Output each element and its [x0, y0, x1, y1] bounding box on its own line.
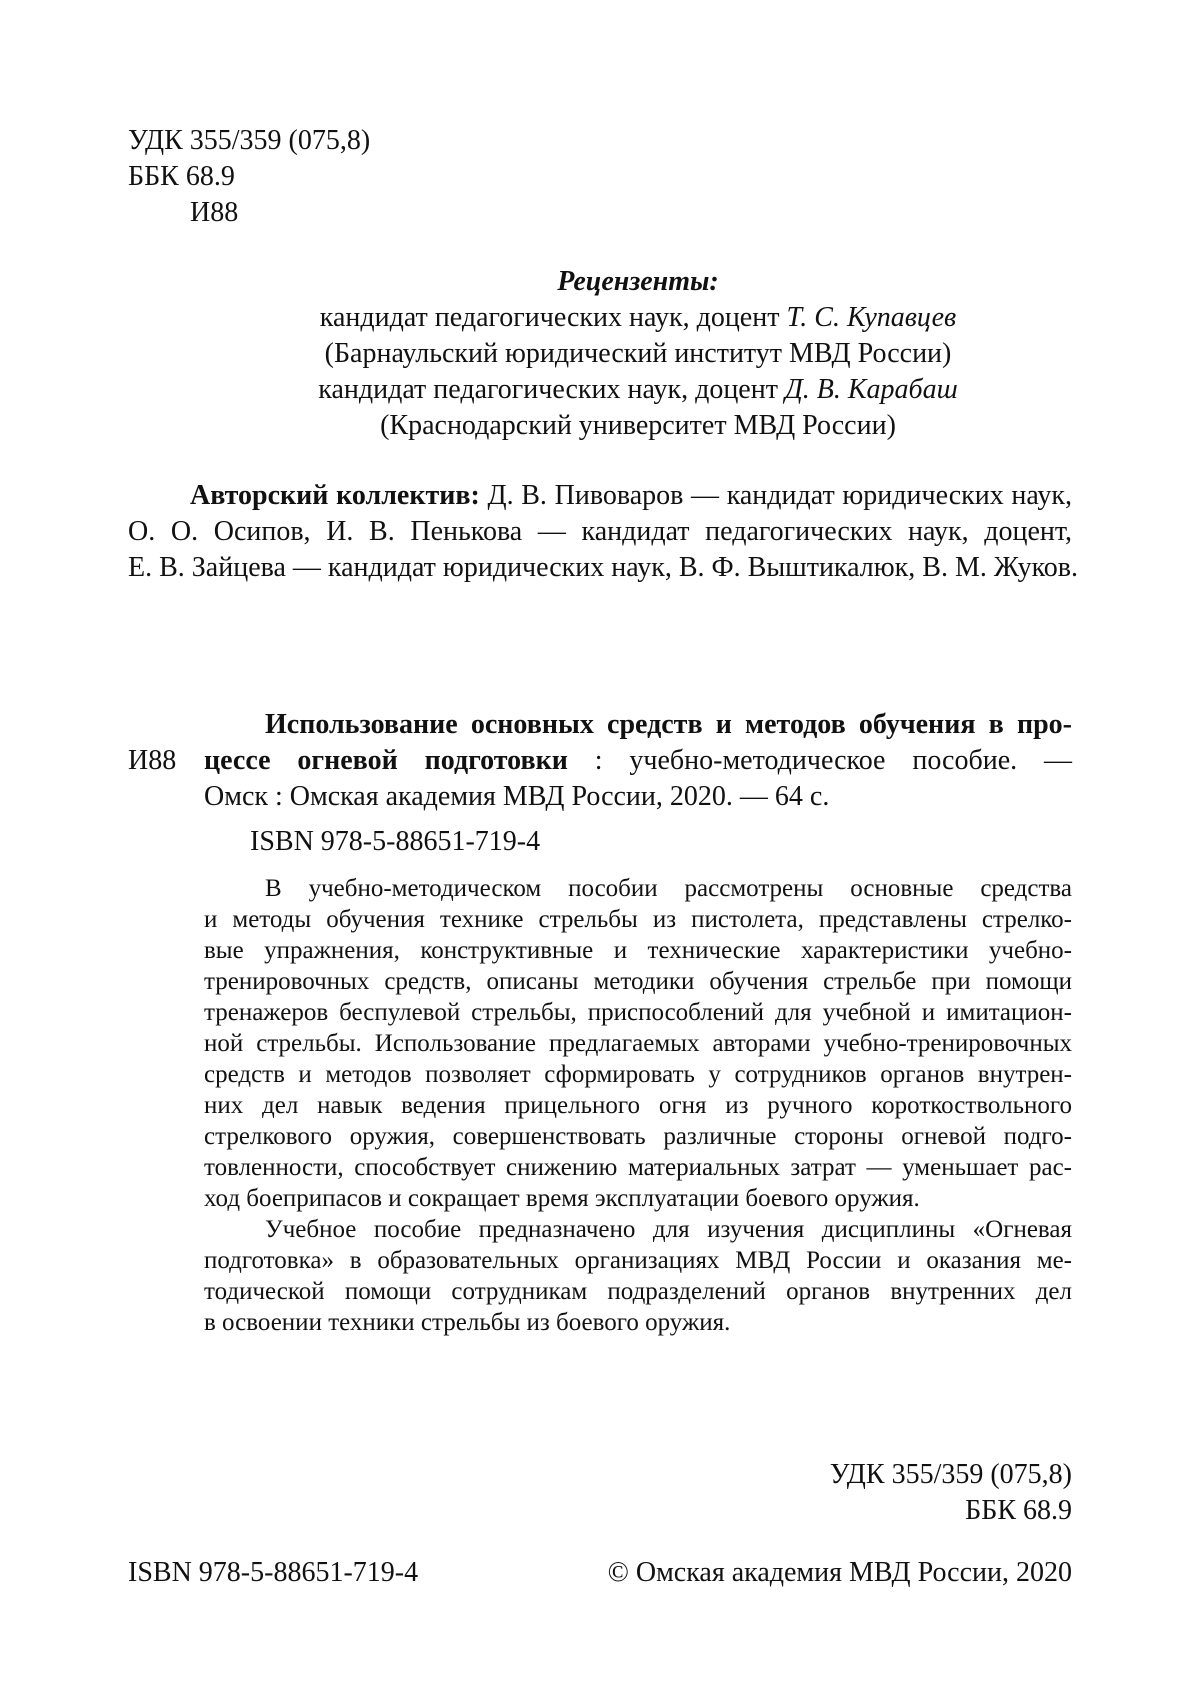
- copyright: © Омская академия МВД России, 2020: [607, 1557, 1072, 1588]
- annotation-line: ход боеприпасов и сокращает время эксплуатации боевого оружия.: [204, 1185, 920, 1212]
- reviewer-1-name: Т. С. Купавцев: [786, 302, 957, 333]
- annotation-line: подготовка» в образовательных организациях МВД России и оказания ме-: [204, 1247, 1072, 1274]
- bbk-code: ББК 68.9: [128, 161, 235, 192]
- authors-line-2: О. О. Осипов, И. В. Пенькова — кандидат педагогических наук, доцент,: [128, 516, 1072, 547]
- book-title-end: цессе огневой подготовки: [204, 745, 568, 776]
- annotation-line: них дел навык ведения прицельного огня из ручного короткоствольного: [204, 1092, 1072, 1119]
- udk-code: УДК 355/359 (075,8): [128, 125, 371, 156]
- book-title-line-1: Использование основных средств и методов обучения в про-: [265, 709, 1072, 740]
- book-type: : учебно-методическое пособие. —: [567, 745, 1072, 776]
- annotation-line: стрелкового оружия, совершенствовать различные стороны огневой подго-: [204, 1123, 1072, 1150]
- authors-line-1-text: Д. В. Пивоваров — кандидат юридических наук,: [479, 480, 1072, 511]
- annotation-line: тодической помощи сотрудникам подразделений органов внутренних дел: [204, 1278, 1072, 1305]
- annotation-line: вые упражнения, конструктивные и технические характеристики учебно-: [204, 937, 1072, 964]
- annotation-line: В учебно-методическом пособии рассмотрены основные средства: [265, 875, 1072, 902]
- reviewer-2-org: (Краснодарский университет МВД России): [380, 410, 896, 441]
- annotation-line: тренировочных средств, описаны методики обучения стрельбе при помощи: [204, 968, 1072, 995]
- footer-bbk-code: ББК 68.9: [965, 1495, 1072, 1526]
- annotation-line: ной стрельбы. Использование предлагаемых авторами учебно-тренировочных: [204, 1030, 1072, 1057]
- catalog-sign: И88: [128, 745, 177, 776]
- reviewer-2-degree: кандидат педагогических наук, доцент: [318, 374, 785, 405]
- annotation-line: Учебное пособие предназначено для изучения дисциплины «Огневая: [265, 1216, 1072, 1243]
- authors-label: Авторский коллектив:: [190, 480, 480, 511]
- annotation-line: в освоении техники стрельбы из боевого оружия.: [204, 1309, 731, 1336]
- catalog-isbn: ISBN 978-5-88651-719-4: [250, 826, 541, 857]
- annotation-line: товленности, способствует снижению материальных затрат — уменьшает рас-: [204, 1154, 1072, 1181]
- reviewer-1-degree: кандидат педагогических наук, доцент: [319, 302, 787, 333]
- footer-isbn: ISBN 978-5-88651-719-4: [128, 1557, 419, 1588]
- author-sign: И88: [190, 197, 239, 228]
- authors-line-3: Е. В. Зайцева — кандидат юридических наук, В. Ф. Выштикалюк, В. М. Жуков.: [128, 552, 1078, 583]
- reviewers-title: Рецензенты:: [557, 266, 719, 297]
- reviewer-2-name: Д. В. Карабаш: [784, 374, 958, 405]
- reviewer-2: [204, 372, 1072, 408]
- book-title-line-2: [204, 743, 1072, 779]
- authors-line-1: [190, 478, 1072, 514]
- annotation-line: тренажеров беспулевой стрельбы, приспособлений для учебной и имитацион-: [204, 999, 1072, 1026]
- imprint: Омск : Омская академия МВД России, 2020. — 64 с.: [204, 781, 830, 812]
- footer-udk-code: УДК 355/359 (075,8): [829, 1459, 1072, 1490]
- reviewer-1: [204, 300, 1072, 336]
- annotation-line: средств и методов позволяет сформировать у сотрудников органов внутрен-: [204, 1061, 1072, 1088]
- reviewer-1-org: (Барнаульский юридический институт МВД России): [324, 338, 952, 369]
- annotation-line: и методы обучения технике стрельбы из пистолета, представлены стрелко-: [204, 906, 1072, 933]
